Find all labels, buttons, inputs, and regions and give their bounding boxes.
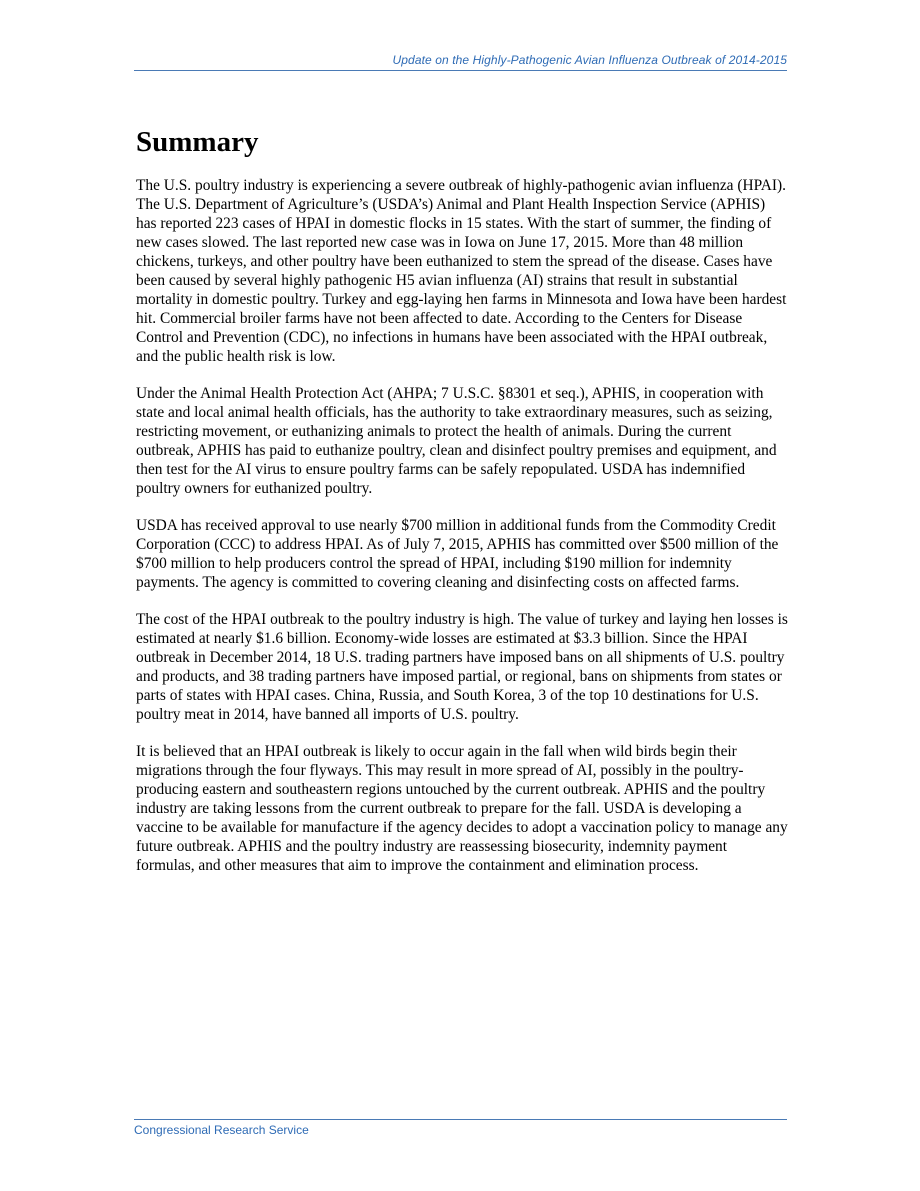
running-header: [134, 53, 787, 71]
summary-paragraph-3: USDA has received approval to use nearly $700 million in additional funds from the Commodity Credit Corporation (CCC) to address HPAI. As of July 7, 2015, APHIS has committed over $500 million of the $700 million to help producers control the spread of HPAI, including $190 million for indemnity payments. The agency is committed to covering cleaning and disinfecting costs on affected farms.: [136, 517, 779, 591]
summary-paragraph-2: Under the Animal Health Protection Act (AHPA; 7 U.S.C. §8301 et seq.), APHIS, in cooperation with state and local animal health officials, has the authority to take extraordinary measures, such as seizing, restricting movement, or euthanizing animals to protect the health of animals. During the current outbreak, APHIS has paid to euthanize poultry, clean and disinfect poultry premises and equipment, and then test for the AI virus to ensure poultry farms can be safely repopulated. USDA has indemnified poultry owners for euthanized poultry.: [136, 385, 777, 497]
running-header-title: Update on the Highly-Pathogenic Avian Influenza Outbreak of 2014-2015: [392, 53, 787, 67]
footer-organization: Congressional Research Service: [134, 1123, 309, 1137]
summary-paragraph-4: The cost of the HPAI outbreak to the poultry industry is high. The value of turkey and laying hen losses is estimated at nearly $1.6 billion. Economy-wide losses are estimated at $3.3 billion. Since the HPAI outbreak in December 2014, 18 U.S. trading partners have imposed bans on all shipments of U.S. poultry and products, and 38 trading partners have imposed partial, or regional, bans on shipments from states or parts of states with HPAI cases. China, Russia, and South Korea, 3 of the top 10 destinations for U.S. poultry meat in 2014, have banned all imports of U.S. poultry.: [136, 611, 788, 723]
summary-body: [136, 176, 788, 893]
summary-paragraph-5: It is believed that an HPAI outbreak is likely to occur again in the fall when wild birds begin their migrations through the four flyways. This may result in more spread of AI, possibly in the poultry-producing eastern and southeastern regions untouched by the current outbreak. APHIS and the poultry industry are taking lessons from the current outbreak to prepare for the fall. USDA is developing a vaccine to be available for manufacture if the agency decides to adopt a vaccination policy to manage any future outbreak. APHIS and the poultry industry are reassessing biosecurity, indemnity payment formulas, and other measures that aim to improve the containment and elimination process.: [136, 743, 788, 874]
page-title: Summary: [136, 126, 259, 158]
summary-paragraph-1: The U.S. poultry industry is experiencing a severe outbreak of highly-pathogenic avian influenza (HPAI). The U.S. Department of Agriculture’s (USDA’s) Animal and Plant Health Inspection Service (APHIS) has reported 223 cases of HPAI in domestic flocks in 15 states. With the start of summer, the finding of new cases slowed. The last reported new case was in Iowa on June 17, 2015. More than 48 million chickens, turkeys, and other poultry have been euthanized to stem the spread of the disease. Cases have been caused by several highly pathogenic H5 avian influenza (AI) strains that result in substantial mortality in domestic poultry. Turkey and egg-laying hen farms in Minnesota and Iowa have been hardest hit. Commercial broiler farms have not been affected to date. According to the Centers for Disease Control and Prevention (CDC), no infections in humans have been associated with the HPAI outbreak, and the public health risk is low.: [136, 177, 787, 365]
page-footer: [134, 1119, 787, 1137]
